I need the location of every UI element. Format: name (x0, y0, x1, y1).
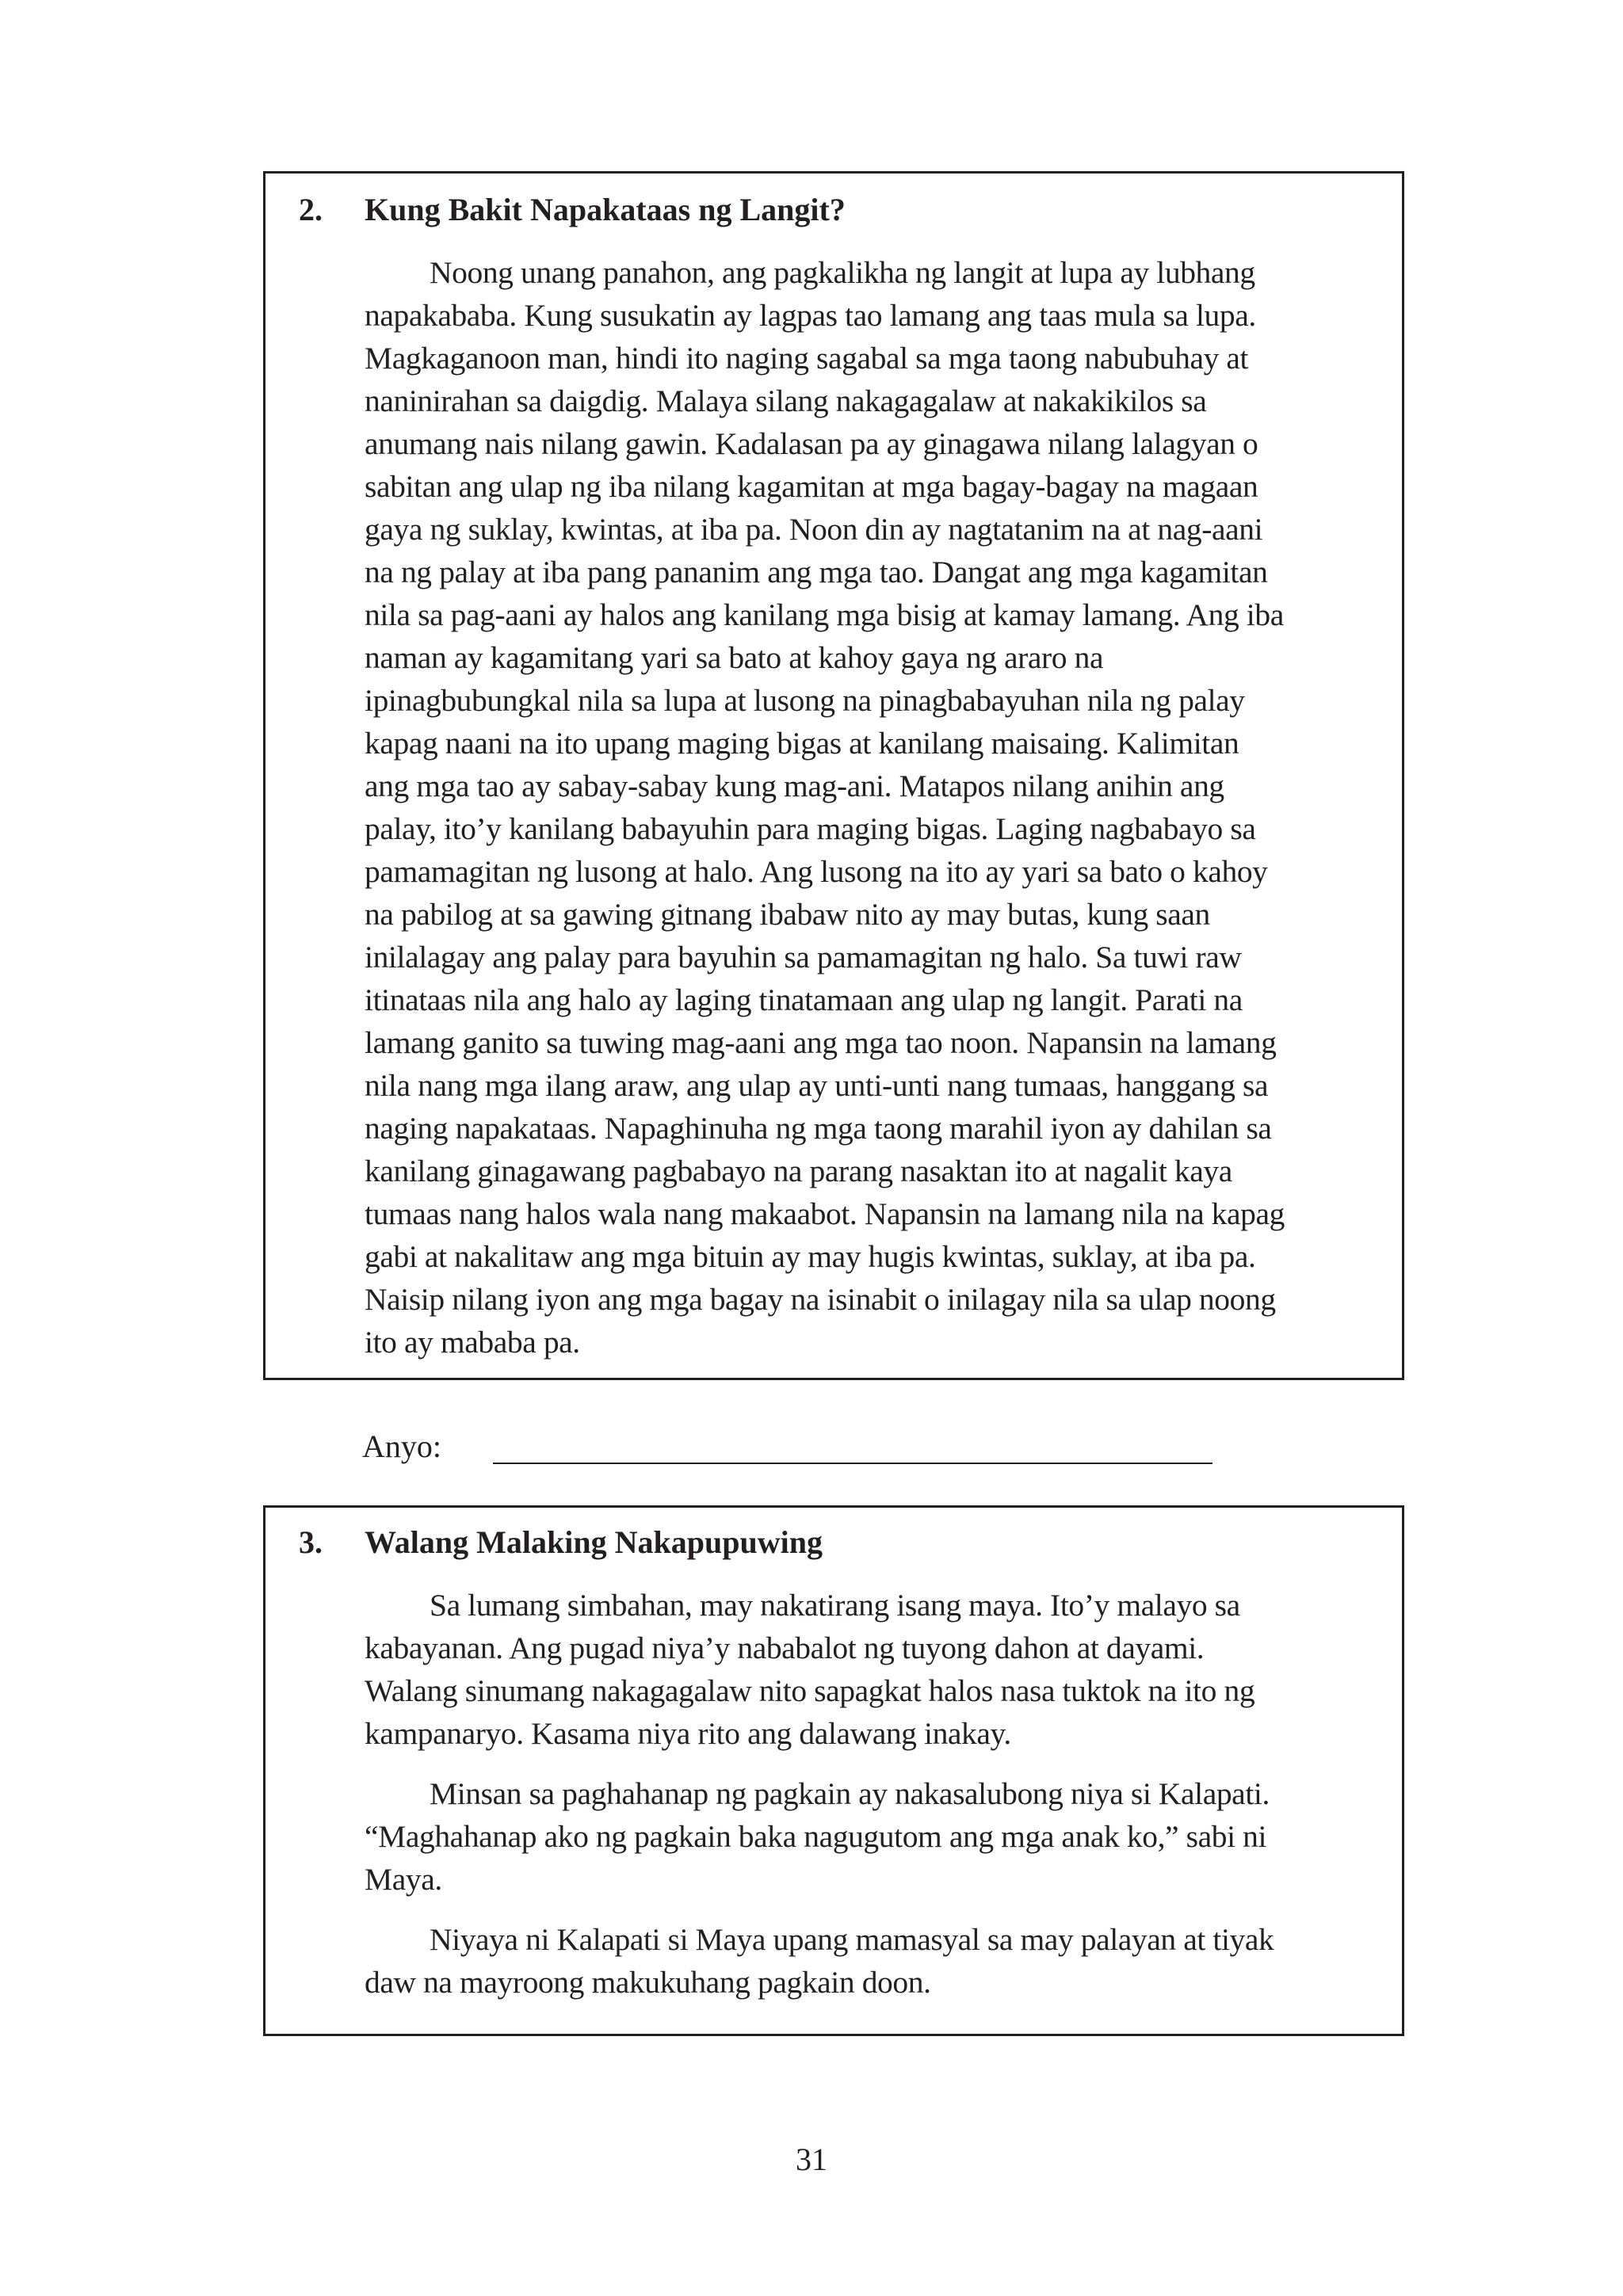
text-line: gabi at nakalitaw ang mga bituin ay may hugis kwintas, suklay, at iba pa. (365, 1239, 1256, 1274)
text-line: Sa lumang simbahan, may nakatirang isang maya. Ito’y malayo sa (430, 1588, 1240, 1623)
story-3-title: Walang Malaking Nakapupuwing (365, 1524, 823, 1560)
page-number: 31 (796, 2142, 827, 2177)
text-line: kapag naani na ito upang maging bigas at kanilang maisaing. Kalimitan (365, 726, 1239, 761)
text-line: kabayanan. Ang pugad niya’y nababalot ng tuyong dahon at dayami. (365, 1630, 1205, 1665)
text-line: anumang nais nilang gawin. Kadalasan pa ay ginagawa nilang lalagyan o (365, 426, 1258, 461)
paragraph (365, 1918, 1387, 2004)
text-line: Minsan sa paghahanap ng pagkain ay nakasalubong niya si Kalapati. (430, 1776, 1270, 1811)
text-line: naninirahan sa daigdig. Malaya silang nakagagalaw at nakakikilos sa (365, 383, 1207, 418)
text-line: kampanaryo. Kasama niya rito ang dalawang inakay. (365, 1716, 1011, 1751)
text-line: ang mga tao ay sabay-sabay kung mag-ani. Matapos nilang anihin ang (365, 769, 1224, 803)
text-line: ipinagbubungkal nila sa lupa at lusong na pinagbabayuhan nila ng palay (365, 683, 1245, 718)
text-line: Maya. (365, 1862, 442, 1897)
text-line: nila nang mga ilang araw, ang ulap ay unti-unti nang tumaas, hanggang sa (365, 1068, 1269, 1103)
text-line: palay, ito’y kanilang babayuhin para maging bigas. Laging nagbabayo sa (365, 811, 1256, 846)
text-line: Walang sinumang nakagagalaw nito sapagkat halos nasa tuktok na ito ng (365, 1673, 1255, 1708)
text-line: Niyaya ni Kalapati si Maya upang mamasyal sa may palayan at tiyak (430, 1922, 1274, 1957)
text-line: Noong unang panahon, ang pagkalikha ng langit at lupa ay lubhang (430, 255, 1255, 290)
anyo-label: Anyo: (362, 1428, 441, 1464)
text-line: inilalagay ang palay para bayuhin sa pamamagitan ng halo. Sa tuwi raw (365, 940, 1242, 974)
story-3-number: 3. (299, 1524, 323, 1560)
story-2-body (365, 251, 1387, 1363)
paragraph (365, 1584, 1387, 1755)
text-line: napakababa. Kung susukatin ay lagpas tao lamang ang taas mula sa lupa. (365, 298, 1256, 333)
paragraph (365, 1772, 1387, 1901)
text-line: naging napakataas. Napaghinuha ng mga taong marahil iyon ay dahilan sa (365, 1111, 1272, 1146)
text-line: na ng palay at iba pang pananim ang mga tao. Dangat ang mga kagamitan (365, 555, 1268, 589)
text-line: Magkaganoon man, hindi ito naging sagabal sa mga taong nabubuhay at (365, 341, 1249, 376)
text-line: pamamagitan ng lusong at halo. Ang lusong na ito ay yari sa bato o kahoy (365, 854, 1268, 889)
text-line: gaya ng suklay, kwintas, at iba pa. Noon din ay nagtatanim na at nag-aani (365, 512, 1263, 547)
text-line: daw na mayroong makukuhang pagkain doon. (365, 1965, 931, 2000)
text-line: itinataas nila ang halo ay laging tinatamaan ang ulap ng langit. Parati na (365, 982, 1243, 1017)
text-line: kanilang ginagawang pagbabayo na parang nasaktan ito at nagalit kaya (365, 1154, 1232, 1188)
text-line: lamang ganito sa tuwing mag-aani ang mga tao noon. Napansin na lamang (365, 1025, 1277, 1060)
text-line: naman ay kagamitang yari sa bato at kahoy gaya ng araro na (365, 640, 1104, 675)
text-line: nila sa pag-aani ay halos ang kanilang mga bisig at kamay lamang. Ang iba (365, 597, 1284, 632)
story-2-number: 2. (299, 192, 323, 227)
anyo-answer-line[interactable] (493, 1463, 1212, 1464)
text-line: ito ay mababa pa. (365, 1325, 580, 1360)
text-line: “Maghahanap ako ng pagkain baka nagugutom ang mga anak ko,” sabi ni (365, 1819, 1267, 1854)
text-line: na pabilog at sa gawing gitnang ibabaw nito ay may butas, kung saan (365, 897, 1210, 932)
paragraph (365, 251, 1387, 1363)
story-3-box (263, 1505, 1404, 2036)
text-line: tumaas nang halos wala nang makaabot. Napansin na lamang nila na kapag (365, 1196, 1285, 1231)
story-2-title: Kung Bakit Napakataas ng Langit? (365, 192, 846, 227)
story-2-box (263, 171, 1404, 1380)
text-line: Naisip nilang iyon ang mga bagay na isinabit o inilagay nila sa ulap noong (365, 1282, 1276, 1317)
story-3-body (365, 1584, 1387, 2004)
text-line: sabitan ang ulap ng iba nilang kagamitan at mga bagay-bagay na magaan (365, 469, 1258, 504)
